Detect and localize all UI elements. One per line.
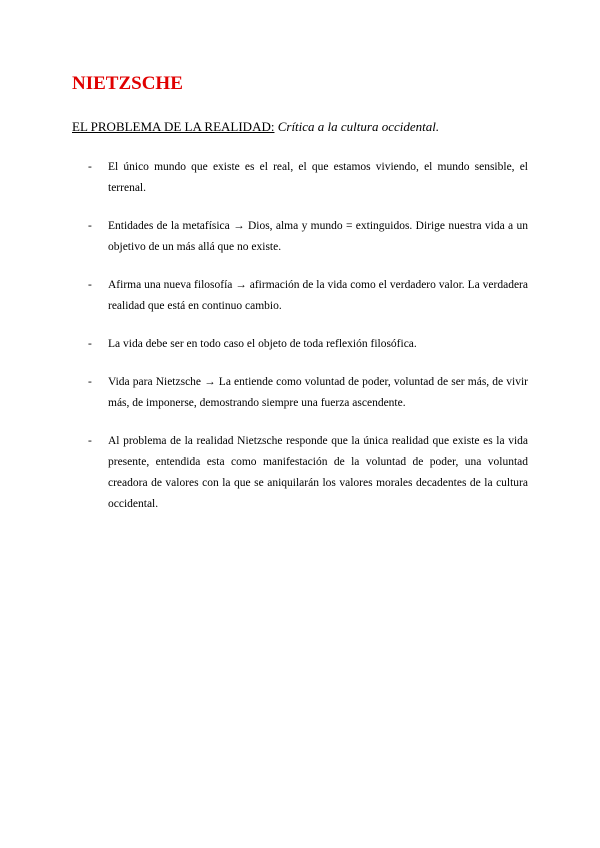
bullet-item (88, 157, 528, 199)
section-heading-main: EL PROBLEMA DE LA REALIDAD: (72, 119, 275, 134)
document-title: NIETZSCHE (72, 73, 183, 94)
section-heading (72, 118, 439, 136)
bullet-item (88, 216, 528, 258)
bullet-item (88, 275, 528, 317)
bullet-marker: - (88, 376, 92, 388)
bullet-marker: - (88, 338, 92, 350)
bullet-item (88, 334, 528, 355)
bullet-list (88, 157, 528, 532)
bullet-text: La vida debe ser en todo caso el objeto de toda reflexión filosófica. (108, 338, 417, 350)
bullet-marker: - (88, 220, 92, 232)
bullet-text: Afirma una nueva filosofía → afirmación de la vida como el verdadero valor. La verdadera realidad que está en continuo cambio. (108, 279, 528, 312)
bullet-text: Vida para Nietzsche → La entiende como voluntad de poder, voluntad de ser más, de vivir más, de imponerse, demostrando siempre una fuerza ascendente. (108, 376, 528, 409)
bullet-marker: - (88, 161, 92, 173)
section-heading-subtitle: Crítica a la cultura occidental. (277, 119, 440, 134)
bullet-item (88, 431, 528, 515)
bullet-marker: - (88, 435, 92, 447)
bullet-text: Al problema de la realidad Nietzsche responde que la única realidad que existe es la vida presente, entendida esta como manifestación de la voluntad de poder, una voluntad creadora de valores con la que se aniquilarán los valores morales decadentes de la cultura occidental. (108, 435, 528, 510)
bullet-marker: - (88, 279, 92, 291)
bullet-item (88, 372, 528, 414)
bullet-text: Entidades de la metafísica → Dios, alma y mundo = extinguidos. Dirige nuestra vida a un objetivo de un más allá que no existe. (108, 220, 528, 253)
bullet-text: El único mundo que existe es el real, el que estamos viviendo, el mundo sensible, el terrenal. (108, 161, 528, 194)
